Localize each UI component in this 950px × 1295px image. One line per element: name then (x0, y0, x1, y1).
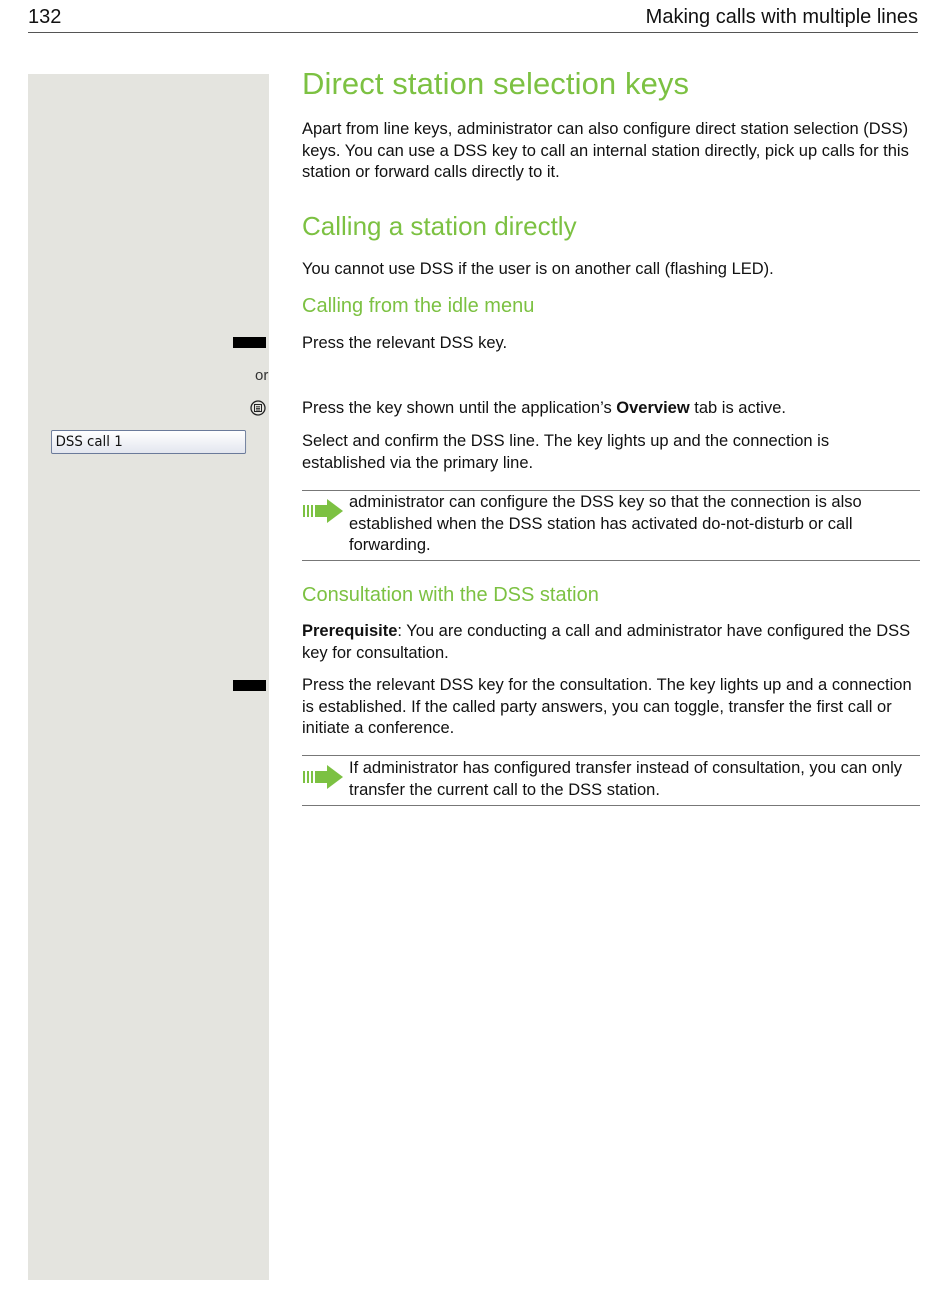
note-rule-top (302, 755, 920, 756)
dss-call-display-field[interactable]: DSS call 1 (51, 430, 246, 454)
menu-key-icon (250, 400, 266, 416)
dss-key-icon (233, 337, 266, 348)
prerequisite-label: Prerequisite (302, 622, 398, 640)
note-text: administrator can configure the DSS key so that the connection is also established when the DSS station has activated do-not-disturb or call forwarding. (349, 493, 862, 554)
note-rule-top (302, 490, 920, 491)
margin-column (28, 74, 269, 1280)
page-title: Direct station selection keys (302, 66, 690, 101)
step-press-dss-consultation: Press the relevant DSS key for the consultation. The key lights up and a connection is established. If the called party answers, you can toggle, transfer the first call or initiate a conference. (302, 676, 912, 737)
overview-tab-name: Overview (616, 399, 690, 417)
step-text-before: Press the key shown until the application’s (302, 399, 617, 417)
note-text: If administrator has configured transfer instead of consultation, you can only transfer the current call to the DSS station. (349, 759, 903, 799)
step-press-dss-key: Press the relevant DSS key. (302, 334, 508, 352)
running-head: Making calls with multiple lines (645, 6, 918, 28)
step-press-menu-key (302, 398, 917, 420)
section-heading: Calling a station directly (302, 211, 577, 241)
subsection-heading-idle: Calling from the idle menu (302, 295, 535, 317)
prerequisite-paragraph (302, 621, 917, 664)
note-rule-bottom (302, 560, 920, 561)
header-rule (28, 32, 918, 33)
note-arrow-icon (302, 498, 344, 524)
intro-paragraph: Apart from line keys, administrator can also configure direct station selection (DSS) keys. You can use a DSS key to call an internal station directly, pick up calls for this station or forward calls directly to it. (302, 120, 909, 181)
prerequisite-text: : You are conducting a call and administrator have configured the DSS key for consultation. (302, 622, 911, 662)
note-rule-bottom (302, 805, 920, 806)
note-arrow-icon (302, 764, 344, 790)
page-number: 132 (28, 6, 62, 28)
step-select-dss-line: Select and confirm the DSS line. The key lights up and the connection is established via the primary line. (302, 432, 830, 472)
or-label: or (255, 367, 269, 384)
step-text-after: tab is active. (689, 399, 786, 417)
section-text: You cannot use DSS if the user is on another call (flashing LED). (302, 260, 774, 278)
dss-key-icon (233, 680, 266, 691)
subsection-heading-consultation: Consultation with the DSS station (302, 584, 599, 606)
